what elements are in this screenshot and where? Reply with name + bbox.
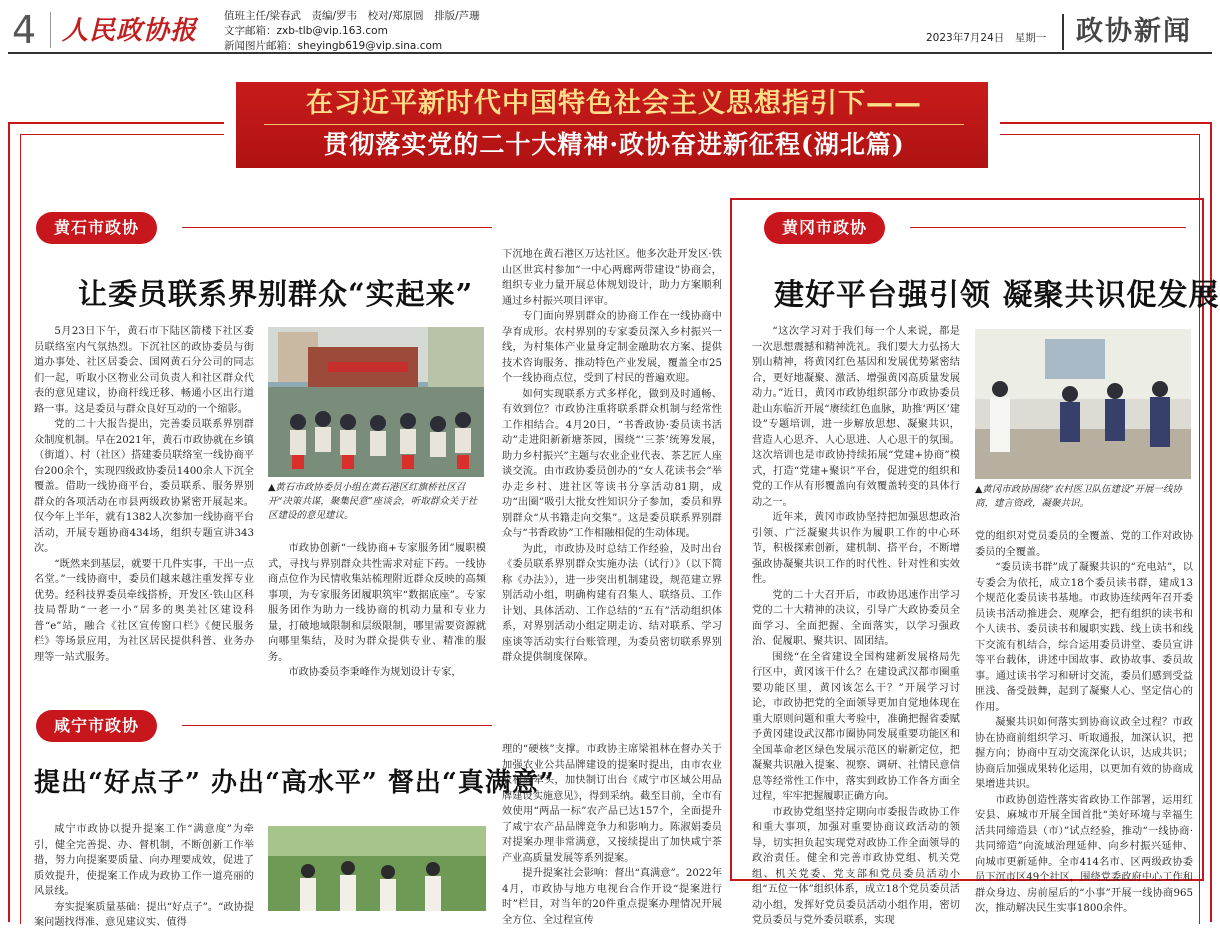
- photo-caption-huanggang: ▲黄冈市政协围绕“农村医卫队伍建设”开展一线协商，建言资政，凝聚共识。: [975, 484, 1183, 509]
- staff-line: 值班主任/梁春武 责编/罗韦 校对/郑原圆 排版/芦珊: [224, 10, 480, 22]
- paragraph: 党的二十大召开后，市政协迅速作出学习党的二十大精神的决议，引导广大政协委员全面学习、全面把握、全面落实，以学习强政治、促履职、聚共识、固团结。: [752, 589, 960, 647]
- paragraph: 党的二十大报告提出，完善委员联系界别群众制度机制。早在2021年，黄石市政协就在乡镇（街道）、村（社区）搭建委员联络室一线协商平台200余个，实现四级政协委员1400余人下沉全覆盖。借助一线协商平台，委员联系、服务界别群众的各项活动在市县两级政协紧密开展起来。仅今年上半年，就有1382人次参加一线协商平台活动，开展专题协商434场，组织专题宣讲343次。: [34, 419, 254, 554]
- paragraph: 如何实现联系方式多样化，做到及时通畅、有效到位？市政协注重将联系群众机制与经常性工作相结合。4月20日，“书香政协·委员读书活动”走进阳新新塘茶园，围绕“‘三茶’统筹发展，助力乡村振兴”主题与农业企业代表、茶艺匠人座谈交流。由市政协委员创办的“女人花读书会”举办走乡村、进社区等读书分享活动81期，成功“出圈”吸引大批女性知识分子参加，委员和界别群众“从书籍走向交集”。这是委员联系界别群众与“书香政协”工作相融相促的生动体现。: [502, 388, 722, 539]
- paragraph: 提升提案社会影响：督出“真满意”。2022年4月，市政协与地方电视台合作开设“提案进行时”栏目，对当年的20件重点提案办理情况开展全方位、全过程宣传: [502, 868, 722, 926]
- banner-line-2: 贯彻落实党的二十大精神·政协奋进新征程(湖北篇): [323, 130, 905, 159]
- paragraph: “委员读书群”成了凝聚共识的“充电站”，以专委会为依托，成立18个委员读书群，建成13个规范化委员读书基地。市政协连续两年召开委员读书活动推进会、观摩会，把有组织的读书和个人读书、委员读书和履职实践、线上读书和线下交流有机结合，综合运用委员讲堂、委员宣讲等平台载体，讲述中国故事、政协故事、委员故事。通过读书学习和研讨交流，委员们感到受益匪浅、备受鼓舞，起到了凝聚人心、坚定信心的作用。: [975, 562, 1193, 713]
- paragraph: 理的“硬核”支撑。市政协主席梁祖林在督办关于加强农业公共品牌建设的提案时提出，由市农业农村局牵头，加快制订出台《咸宁市区域公用品牌建设实施意见》，得到采纳。截至目前，全市有效使用“两品一标”农产品已达157个，全面提升了咸宁农产品品牌竞争力和影响力。陈淑娟委员对提案办理非常满意，又接续提出了加快咸宁茶产业高质量发展等系列提案。: [502, 744, 722, 864]
- paragraph: 为此，市政协及时总结工作经验，及时出台《委员联系界别群众实施办法（试行）》（以下简称《办法》），进一步突出机制建设，规范建立界别活动小组，明确构建有召集人、联络员、工作计划、具体活动、工作总结的“五有”活动组织体系，对界别活动小组定期走访、结对联系、学习座谈等活动实行台账管理，为委员密切联系界别群众提供制度保障。: [502, 543, 722, 663]
- header-rule: [8, 52, 1212, 54]
- article-title-xianning: 提出“好点子” 办出“高水平” 督出“真满意”: [34, 768, 555, 798]
- tag-rule: [182, 227, 492, 228]
- article-column: [752, 324, 960, 926]
- issue-date: 2023年7月24日 星期一: [926, 32, 1047, 44]
- paragraph: 近年来，黄冈市政协坚持把加强思想政治引领、广泛凝聚共识作为履职工作的中心环节，积极探索创新，建机制、搭平台，不断增强政协凝聚共识工作的时代性、针对性和实效性。: [752, 512, 960, 585]
- paper-logo: 人民政协报: [62, 16, 198, 46]
- paragraph: 咸宁市政协以提升提案工作“满意度”为牵引，健全完善提、办、督机制，不断创新工作举措，努力向提案要质量、向办理要成效，促进了质效提升，使提案工作成为政协工作一道亮丽的风景线。: [34, 824, 254, 897]
- staff-line: 新闻图片邮箱：sheyingb619@vip.sina.com: [224, 40, 443, 52]
- photo-meeting: [268, 327, 484, 477]
- section-tag-huangshi: 黄石市政协: [36, 212, 157, 244]
- article-title-huanggang: 建好平台强引领 凝聚共识促发展: [774, 278, 1220, 313]
- article-column: [502, 247, 722, 683]
- paragraph: 专门面向界别群众的协商工作在一线协商中孕育成形。农村界别的专家委员深入乡村振兴一线，为村集体产业量身定制金融助农方案、提供技术咨询服务、推动特色产业发展，覆盖全市25个一线协商点位，受到了村民的普遍欢迎。: [502, 311, 722, 384]
- paragraph: 党的组织对党员委员的全覆盖、党的工作对政协委员的全覆盖。: [975, 531, 1193, 558]
- section-tag-huanggang: 黄冈市政协: [764, 212, 885, 244]
- photo-clinic: [975, 329, 1191, 479]
- paragraph: 市政协党组坚持定期向市委报告政协工作和重大事项，加强对重要协商议政活动的领导，切实担负起实现党对政协工作全面领导的政治责任。健全和完善市政协党组、机关党组、机关党委、党支部和党员委员活动小组“五位一体”组织体系，成立18个党员委员活动小组，发挥好党员委员活动小组作用，密切党员委员与党外委员联系，实现: [752, 806, 960, 926]
- article-column: [975, 529, 1193, 914]
- paragraph: 5月23日下午，黄石市下陆区箭楼下社区委员联络室内气氛热烈。下沉社区的政协委员与街道办事处、社区居委会、国网黄石分公司的同志们一起，听取小区物业公司负责人和社区群众代表的意见建议，协商杆线迁移、畅通小区出行道路一事。这是委员与群众良好互动的一个缩影。: [34, 326, 254, 415]
- photo-caption-huangshi: ▲黄石市政协委员小组在黄石港区红旗桥社区召开“决策共谋，聚集民意”座谈会，听取群众关于社区建设的意见建议。: [268, 482, 478, 521]
- banner-rule: [264, 124, 964, 125]
- article-title-huangshi: 让委员联系界别群众“实起来”: [78, 277, 474, 311]
- staff-line: 文字邮箱：zxb-tlb@vip.163.com: [224, 25, 388, 37]
- section-title: 政协新闻: [1062, 14, 1192, 50]
- article-column: [34, 324, 254, 684]
- divider: [50, 12, 51, 48]
- paragraph: 市政协创新“一线协商+专家服务团”履职模式，寻找与界别群众共性需求对症下药。一线协商点位作为民情收集站梳理附近群众反映的高频事项，为专家服务团履职筑牢“数据底座”。专家服务团作为助力一线协商的机动力量和专业力量，打破地域限制和层级限制，哪里需要资源就向哪里集结，及时为群众提供专业、精准的服务。: [268, 543, 486, 663]
- staff-info: [224, 9, 480, 54]
- article-column: [502, 742, 722, 926]
- paragraph: 市政协创造性落实省政协工作部署，运用红安县、麻城市开展全国首批“美好环境与幸福生活共同缔造县（市）”试点经验，推动“一线协商·共同缔造”向流域治理延伸、向乡村振兴延伸、向城市更新延伸。全市414名市、区两级政协委员下沉市区49个社区，围绕党委政府中心工作和群众身边、房前屋后的“小事”开展一线协商965次，推动解决民生实事1800余件。: [975, 794, 1193, 914]
- paragraph: 市政协委员李秉峰作为规划设计专家，: [288, 667, 462, 678]
- banner-line-1: 在习近平新时代中国特色社会主义思想指引下——: [306, 88, 922, 119]
- paragraph: “这次学习对于我们每一个人来说，都是一次思想震撼和精神洗礼。我们要大力弘扬大别山精神，将黄冈红色基因和发展优势紧密结合，更好地凝聚、激活、增强黄冈高质量发展动力。”近日，黄冈市政协组织部分市政协委员赴山东临沂开展“赓续红色血脉，助推‘两区’建设”专题培训，进一步解放思想、凝聚共识，营造人心思齐、人心思进、人心思干的氛围。这次培训也是市政协持续拓展“党建+协商”模式，打造“党建+聚识”平台，促进党的组织和党的工作从有形覆盖向有效覆盖转变的具体行动之一。: [752, 326, 960, 508]
- article-column: [268, 541, 486, 681]
- tag-rule: [182, 725, 492, 726]
- photo-field-visit: [268, 826, 486, 911]
- section-tag-xianning: 咸宁市政协: [36, 710, 157, 742]
- paragraph: “既然来到基层，就要干几件实事，干出一点名堂。”一线协商中，委员们越来越注重发挥专业优势。经科技界委员牵线搭桥，开发区·铁山区科技局帮助“一老一小”居多的奥美社区建设科普“e”站，融合《社区宣传窗口栏》《便民服务栏》等场景应用，为社区居民提供科普、业务办理等一站式服务。: [34, 558, 254, 663]
- paragraph: 下沉地在黄石港区万达社区。他多次赴开发区·铁山区世宾村参加“一中心两廊两带建设”协商会，组织专业力量开展总体规划设计，助力方案顺利通过乡村振兴项目评审。: [502, 249, 722, 307]
- paragraph: 凝聚共识如何落实到协商议政全过程？市政协在协商前组织学习、听取通报，加深认识，把握方向；协商中互动交流深化认识，达成共识；协商后加强成果转化运用，以更加有效的协商成果增进共识。: [975, 717, 1193, 790]
- paragraph: 围绕“在全省建设全国构建新发展格局先行区中，黄冈该干什么？在建设武汉都市圈重要功能区里，黄冈该怎么干？”开展学习讨论，市政协把党的全面领导更加自觉地体现在重大原则问题和重大考验中，准确把握省委赋予黄冈建设武汉都市圈协同发展重要功能区和全国革命老区绿色发展示范区的崭新定位，把凝聚共识融入提案、视察、调研、社情民意信息等经常性工作中，落实到政协工作各方面全过程，牢牢把握履职正确方向。: [752, 651, 960, 802]
- paragraph: 夯实提案质量基础：提出“好点子”。“政协提案问题找得准、意见建议实、值得: [34, 901, 254, 928]
- article-column: [34, 822, 254, 928]
- page-number: 4: [12, 8, 37, 52]
- tag-rule: [910, 227, 1186, 228]
